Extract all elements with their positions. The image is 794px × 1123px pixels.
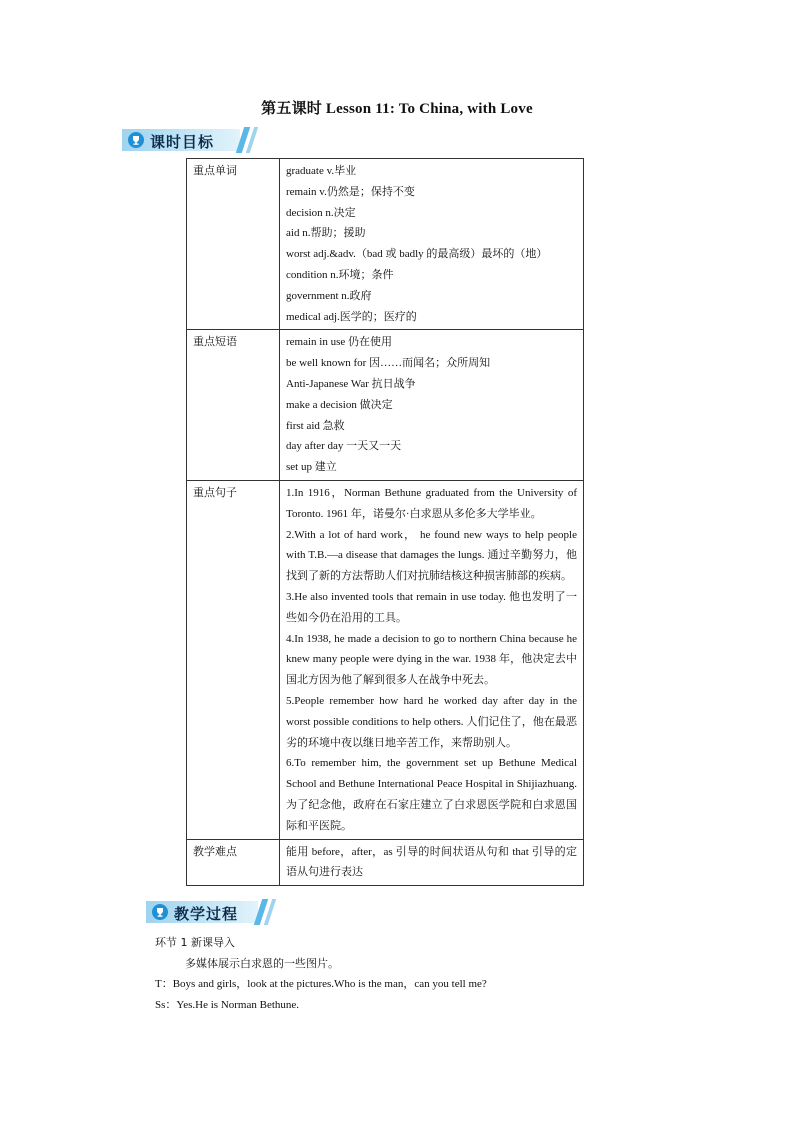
page-title: 第五课时 Lesson 11: To China, with Love	[261, 101, 533, 117]
list-item: day after day 一天又一天	[286, 440, 402, 453]
process-step: 环节 1 新课导入	[155, 936, 235, 949]
row-content	[280, 159, 584, 330]
row-content	[280, 330, 584, 481]
list-item: remain in use 仍在使用	[286, 336, 393, 349]
list-item: first aid 急救	[286, 419, 345, 432]
list-item: remain v.仍然是；保持不变	[286, 185, 415, 198]
trophy-icon	[128, 132, 144, 148]
list-item: worst adj.&adv.（bad 或 badly 的最高级）最坏的（地）	[286, 248, 548, 261]
table-row	[187, 330, 584, 481]
row-content	[280, 839, 584, 886]
section-header-process	[122, 899, 272, 925]
list-item: government n.政府	[286, 289, 372, 302]
list-item: 1.In 1916，Norman Bethune graduated from the University of Toronto. 1961 年，诺曼尔·白求恩从多伦多大学毕业。	[286, 486, 577, 520]
row-category: 教学难点	[187, 839, 280, 886]
list-item: decision n.决定	[286, 206, 356, 219]
table-row	[187, 159, 584, 330]
row-category: 重点短语	[187, 330, 280, 481]
list-item: 4.In 1938, he made a decision to go to northern China because he knew many people were dying in the war. 1938 年，他决定去中国北方因为他了解到很多人在战争中死去。	[286, 632, 577, 687]
list-item: 6.To remember him, the government set up Bethune Medical School and Bethune International Peace Hospital in Shijiazhuang. 为了纪念他，政府在石家庄建立了白求恩医学院和白求恩国际和平医院。	[286, 757, 577, 832]
teacher-line: T：Boys and girls，look at the pictures.Who is the man，can you tell me?	[155, 978, 487, 990]
list-item: Anti-Japanese War 抗日战争	[286, 377, 416, 390]
students-line: Ss：Yes.He is Norman Bethune.	[155, 999, 300, 1011]
list-item: set up 建立	[286, 461, 337, 474]
list-item: 5.People remember how hard he worked day after day in the worst possible conditions to help others. 人们记住了，他在最恶劣的环境中夜以继日地辛苦工作，来帮助别人。	[286, 694, 577, 749]
list-item: 3.He also invented tools that remain in use today. 他也发明了一些如今仍在沿用的工具。	[286, 590, 577, 624]
list-item: 2.With a lot of hard work， he found new ways to help people with T.B.—a disease that damages the lungs. 通过辛勤努力，他找到了新的方法帮助人们对抗肺结核这种损害肺部的疾病。	[286, 528, 577, 583]
list-item: 能用 before，after，as 引导的时间状语从句和 that 引导的定语从句进行表达	[286, 845, 577, 879]
trophy-icon	[152, 904, 168, 920]
row-category: 重点句子	[187, 480, 280, 839]
section-label: 课时目标	[150, 133, 215, 151]
list-item: be well known for 因……而闻名；众所周知	[286, 357, 491, 370]
list-item: aid n.帮助；援助	[286, 227, 366, 240]
list-item: condition n.环境；条件	[286, 268, 394, 281]
row-category: 重点单词	[187, 159, 280, 330]
table-row	[187, 839, 584, 886]
section-label: 教学过程	[174, 905, 239, 923]
goals-table	[186, 158, 584, 886]
list-item: make a decision 做决定	[286, 398, 393, 411]
process-intro: 多媒体展示白求恩的一些图片。	[185, 957, 339, 970]
row-content	[280, 480, 584, 839]
list-item: medical adj.医学的；医疗的	[286, 310, 417, 323]
section-header-goals	[122, 127, 272, 153]
table-row	[187, 480, 584, 839]
list-item: graduate v.毕业	[286, 165, 357, 177]
